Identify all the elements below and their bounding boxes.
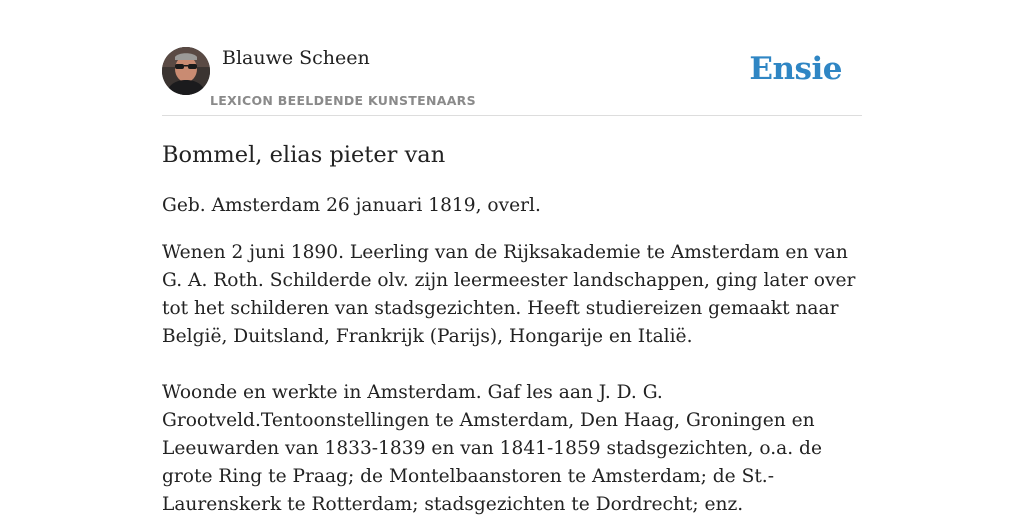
author-avatar[interactable] bbox=[162, 47, 210, 95]
entry-paragraph-1: Geb. Amsterdam 26 januari 1819, overl. bbox=[162, 195, 541, 216]
entry-paragraph-3: Woonde en werkte in Amsterdam. Gaf les aan J. D. G. Grootveld.Tentoonstellingen te Amsterdam, Den Haag, Groningen en Leeuwarden van 1833-1839 en van 1841-1859 stadsgezichten, o.a. de grote Ring te Praag; de Montelbaanstoren te Amsterdam; de St.-Laurenskerk te Rotterdam; stadsgezichten te Dordrecht; enz. bbox=[162, 382, 822, 515]
entry-paragraph-2: Wenen 2 juni 1890. Leerling van de Rijksakademie te Amsterdam en van G. A. Roth. Schilderde olv. zijn leermeester landschappen, ging later over tot het schilderen van stadsgezichten. Heeft studiereizen gemaakt naar België, Duitsland, Frankrijk (Parijs), Hongarije en Italië. bbox=[162, 242, 856, 347]
author-name-link[interactable]: Blauwe Scheen bbox=[222, 47, 370, 69]
entry-header bbox=[162, 0, 862, 116]
user-avatar-icon bbox=[162, 47, 210, 95]
entry-title: Bommel, elias pieter van bbox=[162, 142, 446, 168]
entry-card bbox=[162, 0, 862, 515]
ensie-logo-link[interactable]: Ensie bbox=[749, 51, 842, 87]
collection-label[interactable]: LEXICON BEELDENDE KUNSTENAARS bbox=[210, 93, 476, 108]
